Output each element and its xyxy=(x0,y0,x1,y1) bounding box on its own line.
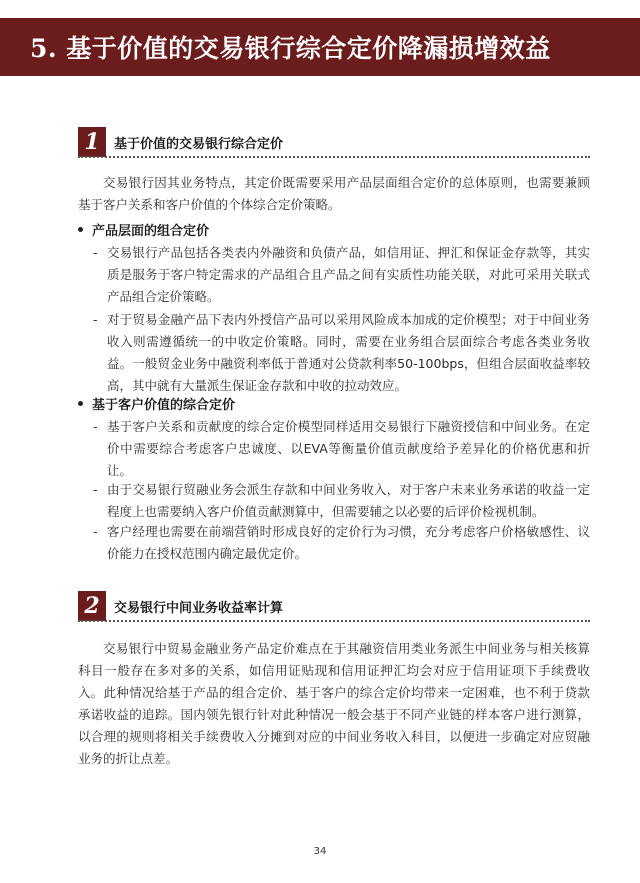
page-number: 34 xyxy=(313,846,327,857)
bullet-product-pricing xyxy=(78,220,209,239)
list-item xyxy=(95,479,590,523)
section-2-divider xyxy=(78,620,590,622)
section-1-heading xyxy=(78,127,590,157)
section-1-title: 基于价值的交易银行综合定价 xyxy=(114,136,284,152)
section-2-heading xyxy=(78,591,590,621)
list-item xyxy=(95,242,590,308)
bullet-product-pricing-title: 产品层面的组合定价 xyxy=(92,224,210,239)
page-title: 5. 基于价值的交易银行综合定价降漏损增效益 xyxy=(30,34,551,63)
list-item-text: 对于贸易金融产品下表内外授信产品可以采用风险成本加成的定价模型；对于中间业务收入则需遵循统一的中收定价策略。同时，需要在业务组合层面综合考虑各类业务收益。一般贸金业务中融资利率低于普通对公贷款利率50-100bps，但组合层面收益率较高，其中就有大量派生保证金存款和中收的拉动效应。 xyxy=(107,312,590,393)
section-1-divider xyxy=(78,156,590,158)
dash-icon: - xyxy=(93,482,98,497)
section-1-intro: 交易银行因其业务特点，其定价既需要采用产品层面组合定价的总体原则，也需要兼顾基于客户关系和客户价值的个体综合定价策略。 xyxy=(78,175,590,212)
page-title-banner xyxy=(0,18,640,76)
section-2-number: 2 xyxy=(78,591,106,621)
dash-icon: - xyxy=(93,419,98,434)
list-item-text: 基于客户关系和贡献度的综合定价模型同样适用交易银行下融资授信和中间业务。在定价中需要综合考虑客户忠诚度、以EVA等衡量价值贡献度给予差异化的价格优惠和折让。 xyxy=(107,419,590,478)
section-1-number: 1 xyxy=(78,127,106,157)
dash-icon: - xyxy=(93,312,98,327)
section-2-body: 交易银行中贸易金融业务产品定价难点在于其融资信用类业务派生中间业务与相关核算科目一般存在多对多的关系，如信用证贴现和信用证押汇均会对应于信用证项下手续费收入。此种情况给基于产品的组合定价、基于客户的综合定价均带来一定困难，也不利于贷款承诺收益的追踪。国内领先银行针对此种情况一般会基于不同产业链的样本客户进行测算，以合理的规则将相关手续费收入分摊到对应的中间业务收入科目，以便进一步确定对应贸融业务的折让点差。 xyxy=(78,641,590,766)
list-item-text: 交易银行产品包括各类表内外融资和负债产品，如信用证、押汇和保证金存款等，其实质是服务于客户特定需求的产品组合且产品之间有实质性功能关联，对此可采用关联式产品组合定价策略。 xyxy=(107,245,590,304)
list-item-text: 客户经理也需要在前端营销时形成良好的定价行为习惯，充分考虑客户价格敏感性、议价能力在授权范围内确定最优定价。 xyxy=(107,524,590,561)
bullet-customer-pricing xyxy=(78,394,235,413)
list-item xyxy=(95,416,590,482)
bullet-customer-pricing-title: 基于客户价值的综合定价 xyxy=(92,398,236,413)
bullet-dot-icon xyxy=(78,227,83,232)
section-2-title: 交易银行中间业务收益率计算 xyxy=(114,600,284,616)
bullet-dot-icon xyxy=(78,401,83,406)
list-item xyxy=(95,521,590,565)
dash-icon: - xyxy=(93,524,98,539)
list-item-text: 由于交易银行贸融业务会派生存款和中间业务收入，对于客户未来业务承诺的收益一定程度上也需要纳入客户价值贡献测算中，但需要辅之以必要的后评价检视机制。 xyxy=(107,482,590,519)
dash-icon: - xyxy=(93,245,98,260)
list-item xyxy=(95,309,590,397)
